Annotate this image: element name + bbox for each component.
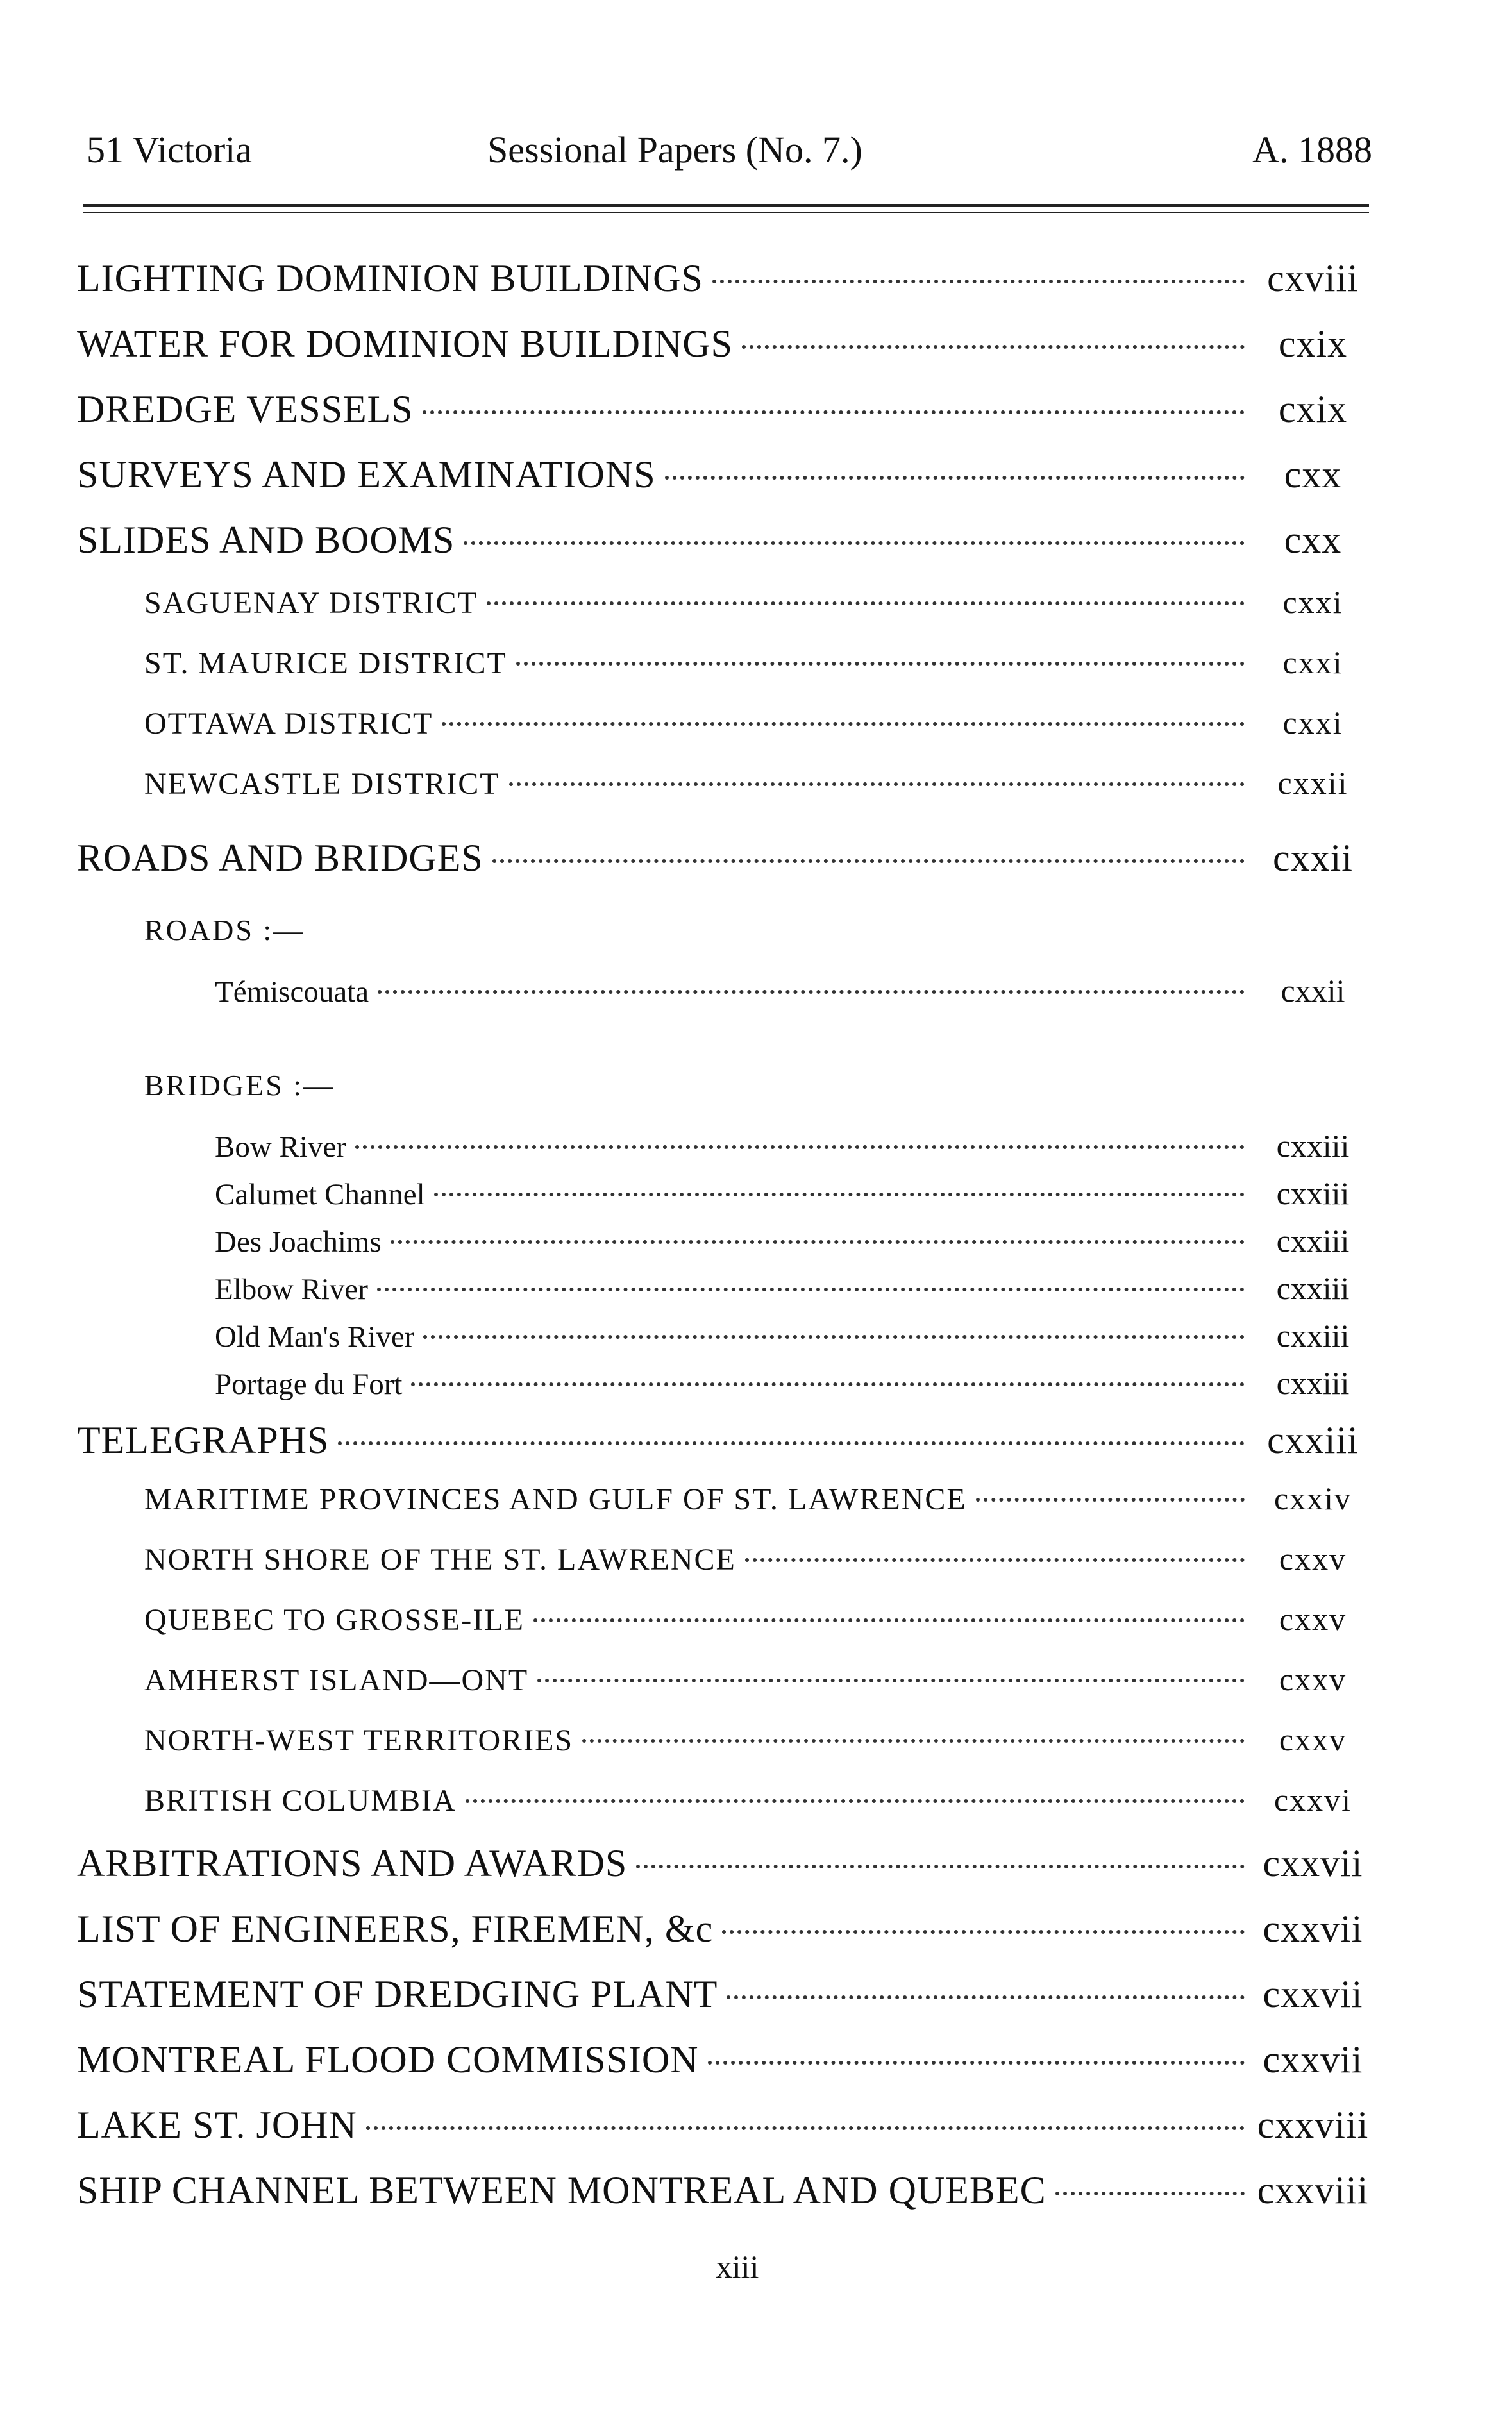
toc-entry: DREDGE VESSELS cxix (77, 388, 1348, 430)
toc-entry: STATEMENT OF DREDGING PLANT cxxvii (77, 1973, 1363, 2015)
toc-item: Bow River cxxiii (215, 1128, 1350, 1164)
toc-item: Des Joachims cxxiii (215, 1223, 1350, 1259)
toc-item: Calumet Channel cxxiii (215, 1175, 1350, 1211)
toc-entry: WATER FOR DOMINION BUILDINGS cxix (77, 323, 1348, 365)
header-rule-bottom (83, 212, 1369, 213)
toc-item: Old Man's River cxxiii (215, 1318, 1350, 1354)
header-title: Sessional Papers (No. 7.) (487, 129, 862, 171)
toc-entry: MONTREAL FLOOD COMMISSION cxxvii (77, 2038, 1363, 2081)
header-year: A. 1888 (1252, 129, 1372, 171)
toc-entry: LIST OF ENGINEERS, FIREMEN, &c cxxvii (77, 1908, 1363, 1950)
toc-subentry: MARITIME PROVINCES AND GULF OF ST. LAWRENCE cxxiv (144, 1481, 1352, 1516)
table-of-contents (77, 256, 1372, 2234)
header-session: 51 Victoria (87, 129, 252, 171)
toc-item: Elbow River cxxiii (215, 1270, 1350, 1306)
toc-item: Témiscouata cxxii (215, 973, 1345, 1009)
toc-subentry: NEWCASTLE DISTRICT cxxii (144, 765, 1348, 801)
toc-subentry: BRITISH COLUMBIA cxxvi (144, 1782, 1352, 1818)
toc-subentry: SAGUENAY DISTRICT cxxi (144, 584, 1343, 620)
toc-subentry: OTTAWA DISTRICT cxxi (144, 705, 1343, 741)
toc-subentry: ST. MAURICE DISTRICT cxxi (144, 644, 1343, 680)
toc-entry: LIGHTING DOMINION BUILDINGS cxviii (77, 257, 1359, 299)
page-number: xiii (716, 2249, 759, 2285)
bridges-heading: BRIDGES :— (144, 1069, 335, 1102)
header-rule-top (83, 204, 1369, 207)
running-header (83, 128, 1372, 180)
toc-subentry: NORTH SHORE OF THE ST. LAWRENCE cxxv (144, 1541, 1347, 1577)
toc-entry: ARBITRATIONS AND AWARDS cxxvii (77, 1842, 1363, 1884)
toc-subentry: QUEBEC TO GROSSE-ILE cxxv (144, 1601, 1347, 1637)
toc-entry: ROADS AND BRIDGES cxxii (77, 837, 1353, 879)
toc-entry: TELEGRAPHS cxxiii (77, 1419, 1359, 1461)
toc-subentry: NORTH-WEST TERRITORIES cxxv (144, 1722, 1347, 1758)
toc-entry: SLIDES AND BOOMS cxx (77, 519, 1342, 561)
toc-item: Portage du Fort cxxiii (215, 1365, 1350, 1401)
toc-subentry: AMHERST ISLAND—ONT cxxv (144, 1661, 1347, 1697)
toc-entry: LAKE ST. JOHN cxxviii (77, 2104, 1369, 2146)
roads-heading: ROADS :— (144, 914, 305, 946)
toc-entry: SHIP CHANNEL BETWEEN MONTREAL AND QUEBEC cxxviii (77, 2169, 1369, 2211)
toc-entry: SURVEYS AND EXAMINATIONS cxx (77, 453, 1342, 496)
